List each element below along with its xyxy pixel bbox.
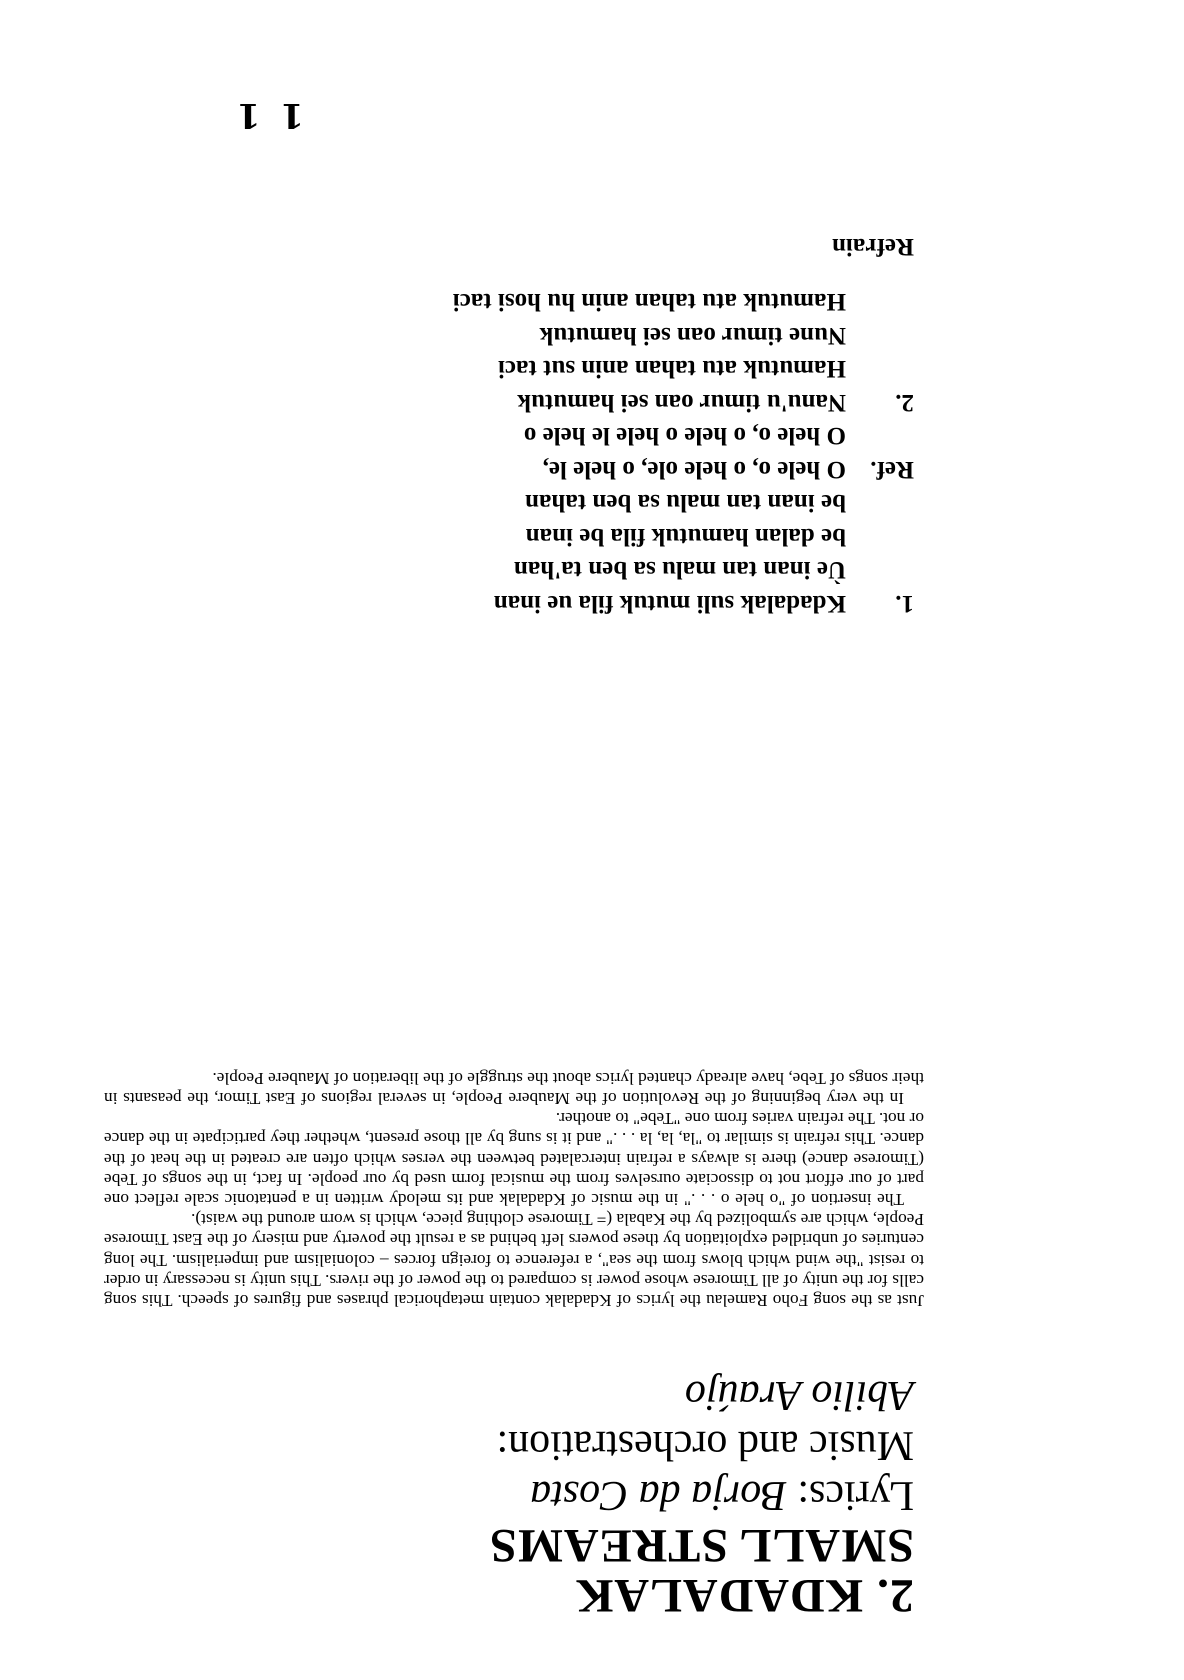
page-number: 1 1	[232, 95, 304, 135]
lyric-text: O hele o, o hele ole, o hele le,	[542, 456, 846, 483]
lyric-line	[94, 386, 914, 420]
intro-paragraph: In the very beginning of the Revolution of the Maubere People, in several regions of East Timor, the peasants in their songs of Tebe, have already chanted lyrics about the struggle of the liberation of Maubere People.	[104, 1068, 924, 1108]
song-number: 2.	[876, 1569, 914, 1622]
lyric-line	[94, 587, 914, 621]
lyric-mark	[846, 486, 914, 520]
song-subtitle: SMALL STREAMS	[488, 1519, 914, 1572]
lyric-mark	[846, 520, 914, 554]
lyric-mark	[846, 419, 914, 453]
intro-text	[104, 1068, 924, 1310]
lyric-text: be dalan hamutuk fila be inan	[525, 523, 846, 550]
lyric-text: Nune timur oan sei hamutuk	[539, 322, 846, 349]
lyric-text: O hele o, o hele o hele le hele o	[523, 422, 846, 450]
title-block	[94, 1370, 914, 1620]
lyric-text: Kdadalak suli mutuk fila ue inan	[493, 590, 846, 617]
lyric-text: Nanu'u timur oan sei hamutuk	[517, 389, 846, 416]
music-author: Abilio Araújo	[684, 1372, 914, 1418]
lyrics-label: Lyrics:	[797, 1472, 914, 1518]
lyric-line	[94, 285, 914, 319]
lyric-mark: 2.	[895, 389, 914, 416]
intro-paragraph: The insertion of "o hele o . . ." in the music of Kdadalak and its melody written in a pentatonic scale reflect one part of our effort not to dissociate ourselves from the musical form used by our people. In fact, in the songs of Tebe (Timorese dance) there is always a refrain intercalated between the verses which often are created in the heat of the dance. This refrain is similar to "la, la, la . . ." and it is sung by all those present, whether they participate in the dance or not. The refrain varies from one "Tebe" to another.	[104, 1109, 924, 1209]
intro-paragraph: Just as the song Foho Ramelau the lyrics of Kdadalak contain metaphorical phrases and figures of speech. This song calls for the unity of all Timorese whose power is compared to the power of the rivers. This unity is necessary in order to resist "the wind which blows from the sea", a reference to foreign forces – colonialism and imperialism. The long centuries of unbridled exploitation by these powers left behind as a result the poverty and misery of the East Timorese People, which are symbolized by the Kabala (= Timorese clothing piece, which is worn around the waist).	[104, 1210, 924, 1310]
lyric-mark	[846, 319, 914, 353]
lyrics-credit	[94, 1470, 914, 1520]
lyric-mark	[846, 285, 914, 319]
lyric-line	[94, 520, 914, 554]
lyric-line	[94, 419, 914, 453]
refrain-label: Refrain	[832, 233, 914, 260]
lyric-line	[94, 319, 914, 353]
lyric-mark: 1.	[895, 590, 914, 617]
song-name: KDADALAK	[574, 1569, 863, 1622]
music-credit-label: Music and orchestration:	[496, 1422, 914, 1468]
lyric-line	[94, 453, 914, 487]
lyrics-author: Borja da Costa	[530, 1472, 787, 1518]
lyric-line	[94, 352, 914, 386]
lyrics-block	[94, 230, 914, 621]
lyric-line	[94, 486, 914, 520]
lyric-mark: Ref.	[870, 456, 914, 483]
song-title	[94, 1570, 914, 1620]
lyric-text: Hamutuk atu tahan anin hu hosi taci	[452, 288, 846, 316]
lyric-text: be inan tan malu sa ben tahan	[525, 489, 846, 517]
lyric-mark	[846, 553, 914, 587]
lyric-mark	[846, 352, 914, 386]
lyric-line	[94, 553, 914, 587]
lyric-text: Hamutuk atu tahan anin sut taci	[498, 355, 846, 383]
lyric-text: Ùe inan tan malu sa ben ta'han	[513, 556, 846, 584]
